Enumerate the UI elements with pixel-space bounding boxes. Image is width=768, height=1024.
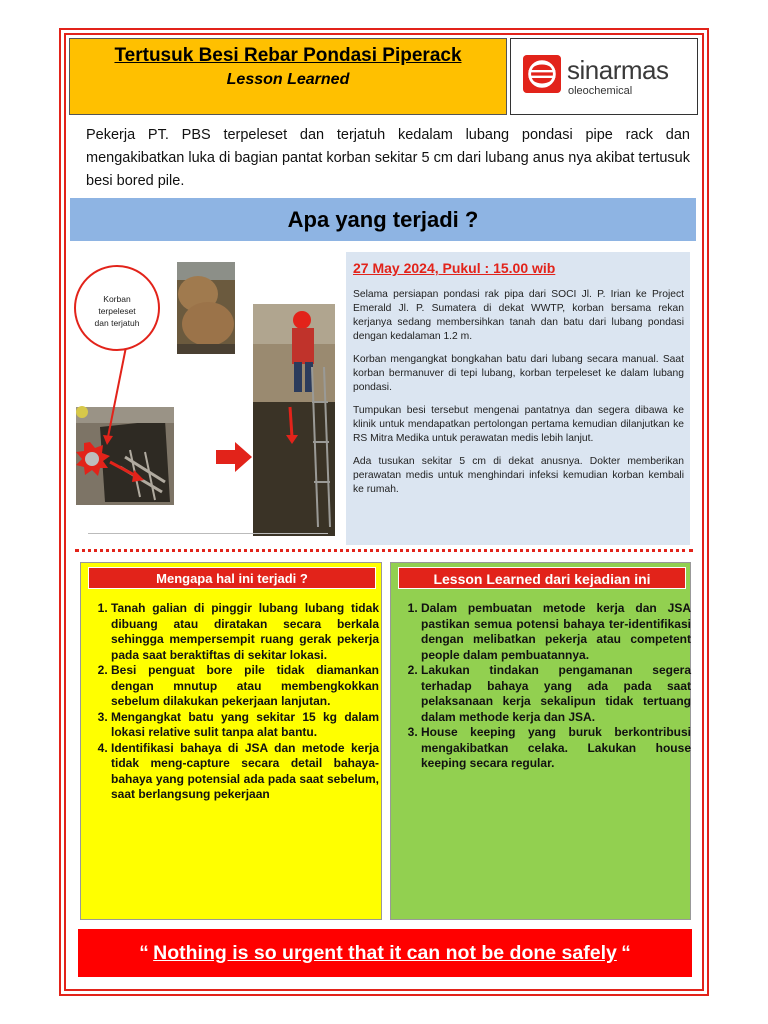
section-heading-bar bbox=[70, 198, 696, 241]
lesson-list bbox=[399, 601, 691, 772]
description-paragraph: Korban mengangkat bongkahan batu dari lubang secara manual. Saat korban bermanuver di tepi lubang, korban terpeleset ke dalam lubang pondasi. bbox=[353, 354, 684, 393]
description-paragraph: Ada tusukan sekitar 5 cm di dekat anusnya. Dokter memberikan perawatan medis untuk menghindari infeksi kemudian korban kembali ke rumah. bbox=[353, 456, 684, 495]
dotted-divider bbox=[75, 549, 693, 552]
incident-date: 27 May 2024, Pukul : 15.00 wib bbox=[353, 260, 556, 276]
page-title: Tertusuk Besi Rebar Pondasi Piperack bbox=[114, 45, 462, 66]
victim-callout bbox=[74, 265, 160, 351]
open-quote: “ bbox=[139, 943, 149, 964]
logo-wordmark: sinarmas bbox=[567, 55, 669, 85]
lesson-item: 3. House keeping yang buruk berkontribusi mengakibatkan celaka. Lakukan house keeping secara regular. bbox=[421, 725, 691, 772]
incident-description bbox=[346, 252, 690, 545]
sinarmas-emblem-icon bbox=[523, 55, 561, 93]
why-item: 3. Mengangkat batu yang sekitar 15 kg dalam lokasi relative sulit tanpa alat bantu. bbox=[111, 710, 379, 741]
company-logo bbox=[510, 38, 698, 115]
lesson-item: 2. Lakukan tindakan pengamanan segera terhadap bahaya yang ada pada saat pelaksanaan kerja sekalipun tidak tertuang dalam methode kerja dan JSA. bbox=[421, 663, 691, 725]
lesson-item: 1. Dalam pembuatan metode kerja dan JSA pastikan semua potensi bahaya ter-identifikasi dengan melibatkan pekerja atau competent people dalam pembuatannya. bbox=[421, 601, 691, 663]
title-box bbox=[69, 38, 507, 115]
why-list bbox=[89, 601, 379, 803]
why-item: 1. Tanah galian di pinggir lubang lubang tidak dibuang atau diratakan secara berkala sehingga mempersempit ruang gerak pekerja pada saat beraktiftas di sekitar lokasi. bbox=[111, 601, 379, 663]
photo-worker-in-hole bbox=[253, 304, 335, 536]
why-heading: Mengapa hal ini terjadi ? bbox=[88, 567, 376, 589]
description-paragraph: Selama persiapan pondasi rak pipa dari SOCI Jl. P. Irian ke Project Emerald Jl. P. Sumatera di dekat WWTP, korban bersama rekan kerjanya sedang membersihkan tanah dan batu dari lubang pondasi dengan kedalaman 1.2 m. bbox=[353, 289, 684, 342]
why-item: 4. Identifikasi bahaya di JSA dan metode kerja tidak meng-capture secara detail bahaya-bahaya yang potensial ada pada saat sebelum, saat berlangsung pekerjaan bbox=[111, 741, 379, 803]
callout-line: terpeleset bbox=[98, 306, 136, 316]
sequence-arrow-icon bbox=[216, 442, 252, 472]
lesson-heading: Lesson Learned dari kejadian ini bbox=[398, 567, 686, 589]
why-panel bbox=[80, 562, 382, 920]
logo-subtext: oleochemical bbox=[568, 85, 633, 97]
page-subtitle: Lesson Learned bbox=[226, 71, 350, 88]
safety-slogan-banner bbox=[78, 929, 692, 977]
safety-slogan: Nothing is so urgent that it can not be done safely bbox=[153, 942, 617, 964]
callout-line: dan terjatuh bbox=[94, 318, 140, 328]
callout-line: Korban bbox=[103, 294, 131, 304]
description-paragraph: Tumpukan besi tersebut mengenai pantatnya dan segera dibawa ke klinik untuk mendapatkan pertolongan pertama kemudian dilanjutkan ke RS Mitra Medika untuk perawatan medis lebih lanjut. bbox=[353, 405, 684, 444]
photo-rock bbox=[177, 262, 235, 354]
section-heading: Apa yang terjadi ? bbox=[287, 207, 479, 232]
incident-summary: Pekerja PT. PBS terpeleset dan terjatuh kedalam lubang pondasi pipe rack dan mengakibatkan luka di bagian pantat korban sekitar 5 cm dari lubang anus nya akibat tertusuk besi bored pile. bbox=[86, 127, 690, 189]
lesson-panel bbox=[390, 562, 691, 920]
why-item: 2. Besi penguat bore pile tidak diamankan dengan mnutup atau membengkokkan sebelum dilakukan pekerjaan lanjutan. bbox=[111, 663, 379, 710]
photo-divider bbox=[88, 533, 328, 534]
close-quote: “ bbox=[621, 943, 631, 964]
